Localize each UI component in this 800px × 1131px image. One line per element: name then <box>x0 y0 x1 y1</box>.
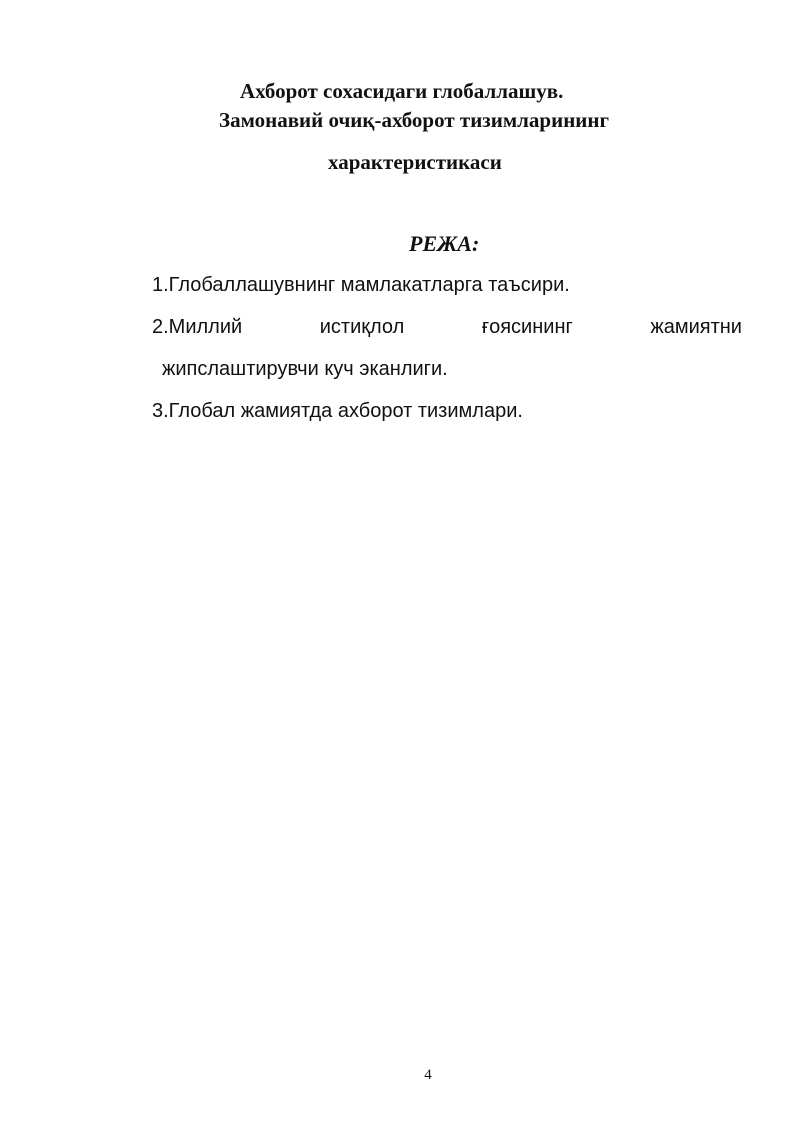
plan-item-2-word-1: 2.Миллий <box>152 316 243 338</box>
plan-heading: РЕЖА: <box>409 231 480 256</box>
plan-item-2-continuation: жипслаштирувчи куч эканлиги. <box>162 358 448 380</box>
document-title-line-3: характеристикаси <box>328 150 502 174</box>
document-title-line-2: Замонавий очиқ-ахборот тизимларининг <box>219 108 610 132</box>
plan-item-2-word-3: ғоясининг <box>481 316 573 338</box>
document-title-line-1: Ахборот сохасидаги глобаллашув. <box>240 79 564 103</box>
page-number: 4 <box>424 1067 432 1083</box>
plan-item-2 <box>152 315 742 339</box>
plan-item-2-word-2: истиқлол <box>319 316 405 338</box>
plan-item-2-word-4: жамиятни <box>650 316 742 338</box>
plan-item-1: 1.Глобаллашувнинг мамлакатларга таъсири. <box>152 274 570 296</box>
plan-item-3: 3.Глобал жамиятда ахборот тизимлари. <box>152 400 523 422</box>
